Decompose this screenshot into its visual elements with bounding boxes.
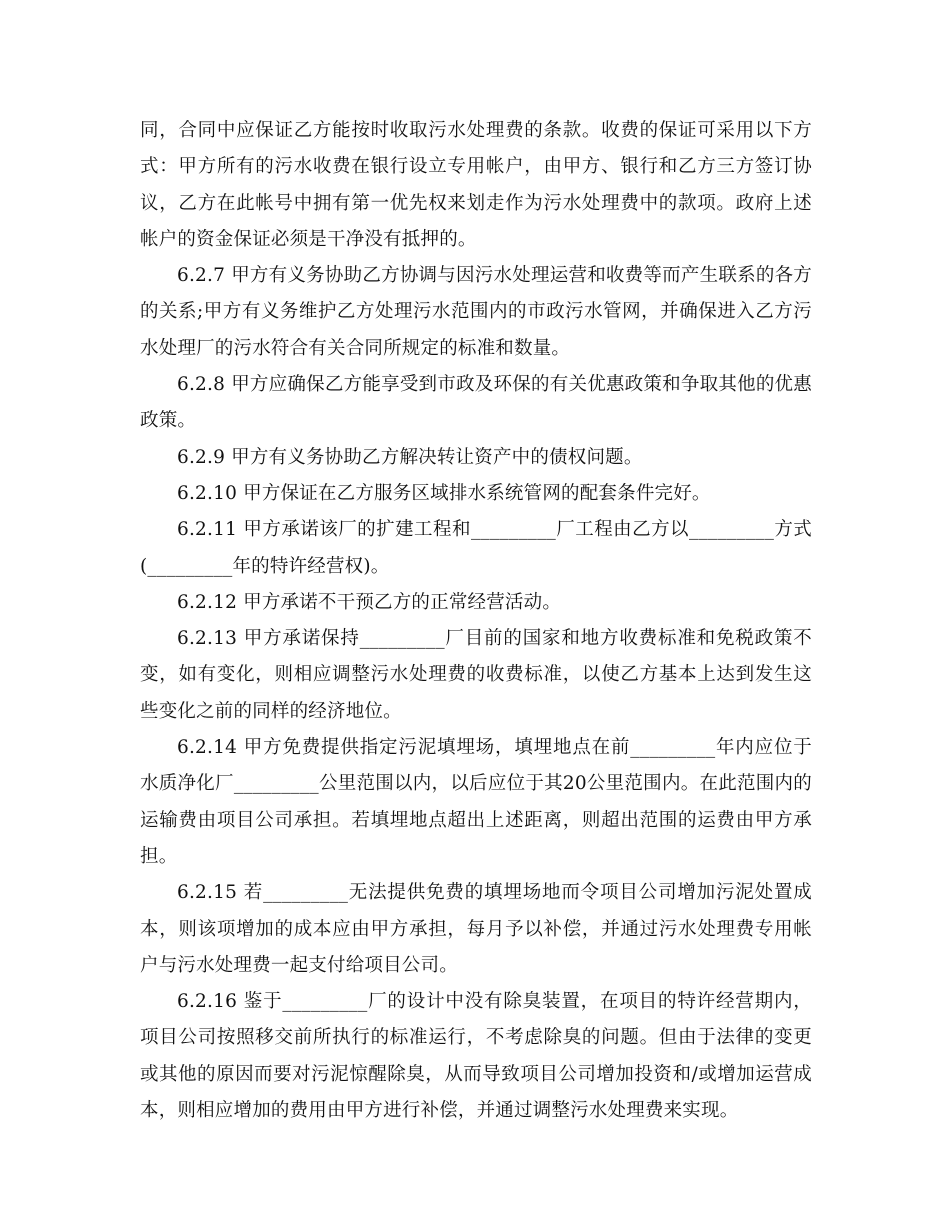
paragraph-6-2-11: 6.2.11 甲方承诺该厂的扩建工程和_________厂工程由乙方以_________方式(_________年的特许经营权)。 <box>140 519 812 577</box>
paragraph-6-2-12: 6.2.12 甲方承诺不干预乙方的正常经营活动。 <box>177 591 562 613</box>
paragraph-6-2-15: 6.2.15 若_________无法提供免费的填埋场地而令项目公司增加污泥处置成本，则该项增加的成本应由甲方承担，每月予以补偿，并通过污水处理费专用帐户与污水处理费一起支付给项目公司。 <box>140 882 812 976</box>
paragraph-6-2-16: 6.2.16 鉴于_________厂的设计中没有除臭装置，在项目的特许经营期内，项目公司按照移交前所执行的标准运行，不考虑除臭的问题。但由于法律的变更或其他的原因而要对污泥惊醒除臭，从而导致项目公司增加投资和/或增加运营成本，则相应增加的费用由甲方进行补偿，并通过调整污水处理费来实现。 <box>140 991 812 1122</box>
document-body <box>140 113 812 1129</box>
paragraph-6-2-14: 6.2.14 甲方免费提供指定污泥填埋场，填埋地点在前_________年内应位于水质净化厂_________公里范围以内，以后应位于其20公里范围内。在此范围内的运输费由项目公司承担。若填埋地点超出上述距离，则超出范围的运费由甲方承担。 <box>140 737 812 867</box>
paragraph-6-2-9: 6.2.9 甲方有义务协助乙方解决转让资产中的债权问题。 <box>177 446 643 468</box>
paragraph-6-2-13: 6.2.13 甲方承诺保持_________厂目前的国家和地方收费标准和免税政策不变，如有变化，则相应调整污水处理费的收费标准，以使乙方基本上达到发生这些变化之前的同样的经济地位。 <box>140 628 812 722</box>
paragraph-6-2-10: 6.2.10 甲方保证在乙方服务区域排水系统管网的配套条件完好。 <box>177 482 711 504</box>
paragraph-6-2-7: 6.2.7 甲方有义务协助乙方协调与因污水处理运营和收费等而产生联系的各方的关系;甲方有义务维护乙方处理污水范围内的市政污水管网，并确保进入乙方污水处理厂的污水符合有关合同所规定的标准和数量。 <box>140 265 812 359</box>
paragraph-continuation: 同，合同中应保证乙方能按时收取污水处理费的条款。收费的保证可采用以下方式：甲方所有的污水收费在银行设立专用帐户，由甲方、银行和乙方三方签订协议，乙方在此帐号中拥有第一优先权来划走作为污水处理费中的款项。政府上述帐户的资金保证必须是干净没有抵押的。 <box>140 120 812 250</box>
paragraph-6-2-8: 6.2.8 甲方应确保乙方能享受到市政及环保的有关优惠政策和争取其他的优惠政策。 <box>140 374 812 432</box>
